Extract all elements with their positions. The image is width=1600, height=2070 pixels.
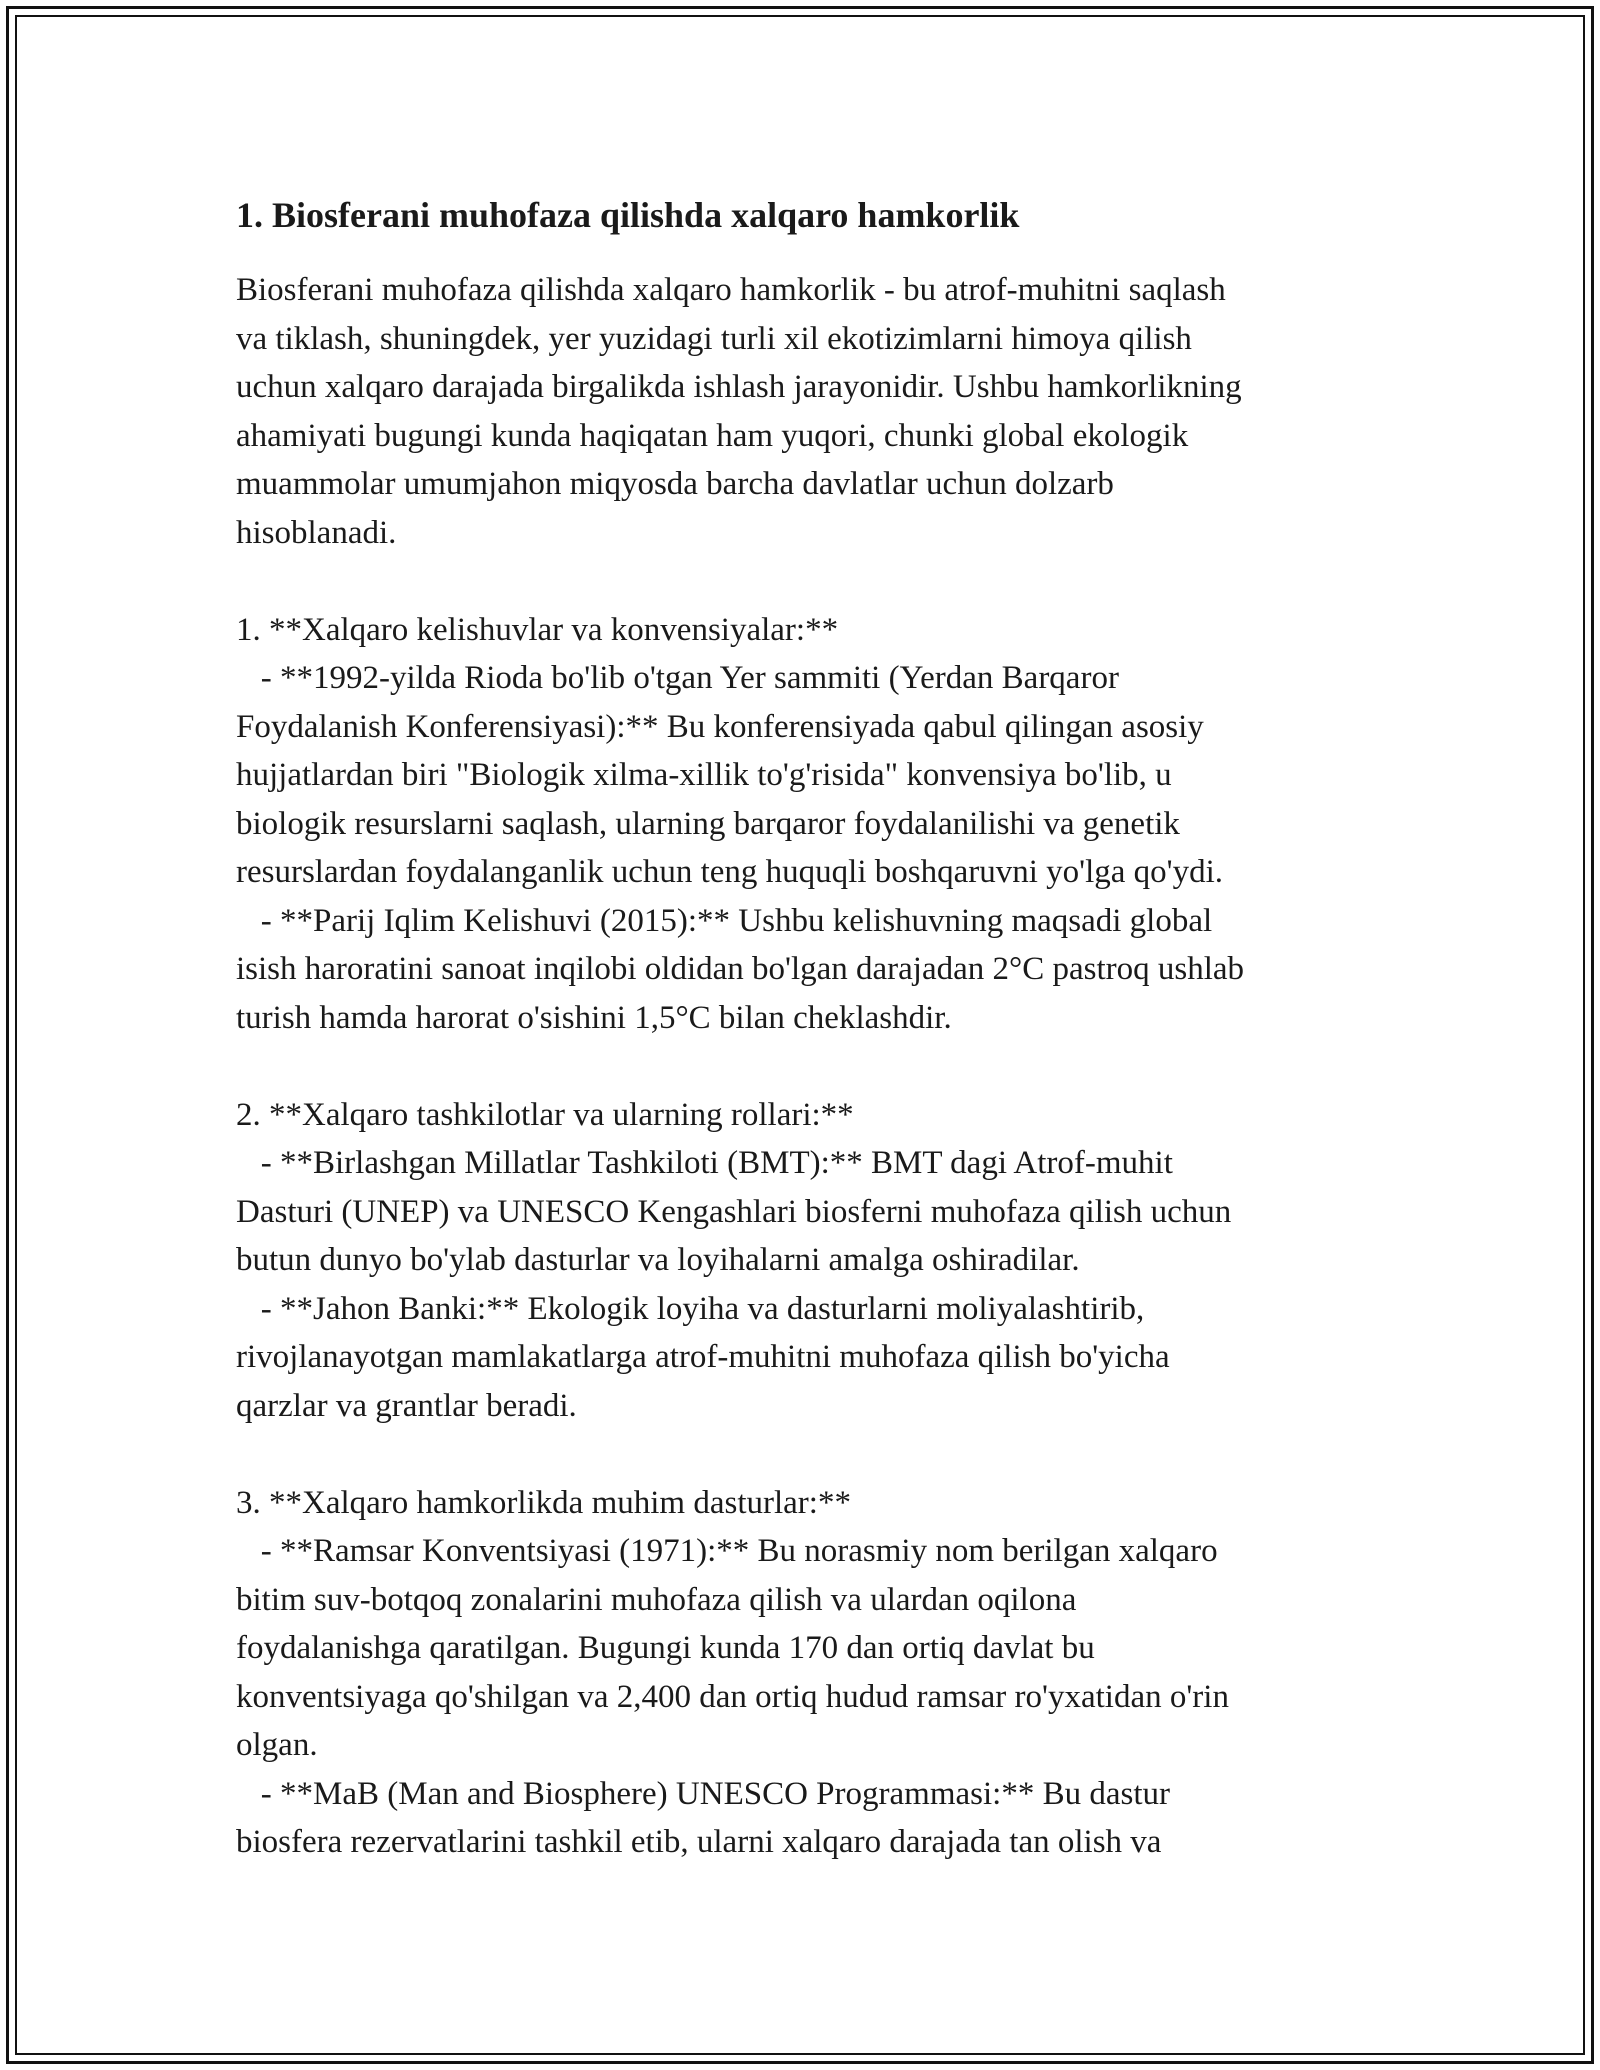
section-1-heading: 1. **Xalqaro kelishuvlar va konvensiyalar:** <box>236 611 839 648</box>
section-2-item-2: - **Jahon Banki:** Ekologik loyiha va dasturlarni moliyalashtirib, rivojlanayotgan mamlakatlarga atrof-muhitni muhofaza qilish bo'yicha qarzlar va grantlar beradi. <box>236 1290 1170 1424</box>
section-2-heading: 2. **Xalqaro tashkilotlar va ularning rollari:** <box>236 1096 854 1133</box>
document-body <box>236 180 1366 1867</box>
section-3-item-1: - **Ramsar Konventsiyasi (1971):** Bu norasmiy nom berilgan xalqaro bitim suv-botqoq zonalarini muhofaza qilish va ulardan oqilona foydalanishga qaratilgan. Bugungi kunda 170 dan ortiq davlat bu konventsiyaga qo'shilgan va 2,400 dan ortiq hudud ramsar ro'yxatidan o'rin olgan. <box>236 1533 1229 1763</box>
section-2-item-1: - **Birlashgan Millatlar Tashkiloti (BMT):** BMT dagi Atrof-muhit Dasturi (UNEP) va UNESCO Kengashlari biosferni muhofaza qilish uchun butun dunyo bo'ylab dasturlar va loyihalarni amalga oshiradilar. <box>236 1145 1232 1278</box>
paragraph-gap <box>236 557 1366 606</box>
section-1-item-2: - **Parij Iqlim Kelishuvi (2015):** Ushbu kelishuvning maqsadi global isish haroratini sanoat inqilobi oldidan bo'lgan darajadan 2°C pastroq ushlab turish hamda harorat o'sishini 1,5°C bilan cheklashdir. <box>236 902 1245 1036</box>
intro-paragraph: Biosferani muhofaza qilishda xalqaro hamkorlik - bu atrof-muhitni saqlash va tiklash, shuningdek, yer yuzidagi turli xil ekotizimlarni himoya qilish uchun xalqaro darajada birgalikda ishlash jarayonidir. Ushbu hamkorlikning ahamiyati bugungi kunda haqiqatan ham yuqori, chunki global ekologik muammolar umumjahon miqyosda barcha davlatlar uchun dolzarb hisoblanadi. <box>236 272 1242 551</box>
paragraph-gap <box>236 1430 1366 1479</box>
section-3-item-2: - **MaB (Man and Biosphere) UNESCO Programmasi:** Bu dastur biosfera rezervatlarini tashkil etib, ularni xalqaro darajada tan olish va <box>236 1775 1170 1860</box>
paragraph-gap <box>236 1042 1366 1091</box>
section-3-heading: 3. **Xalqaro hamkorlikda muhim dasturlar:** <box>236 1484 851 1521</box>
section-1-item-1: - **1992-yilda Rioda bo'lib o'tgan Yer sammiti (Yerdan Barqaror Foydalanish Konferensiyasi):** Bu konferensiyada qabul qilingan asosiy hujjatlardan biri "Biologik xilma-xillik to'g'risida" konvensiya bo'lib, u biologik resurslarni saqlash, ularning barqaror foydalanilishi va genetik resurslardan foydalanganlik uchun teng huquqli boshqaruvni yo'lga qo'ydi. <box>236 660 1224 890</box>
document-title: 1. Biosferani muhofaza qilishda xalqaro hamkorlik <box>236 195 1020 235</box>
